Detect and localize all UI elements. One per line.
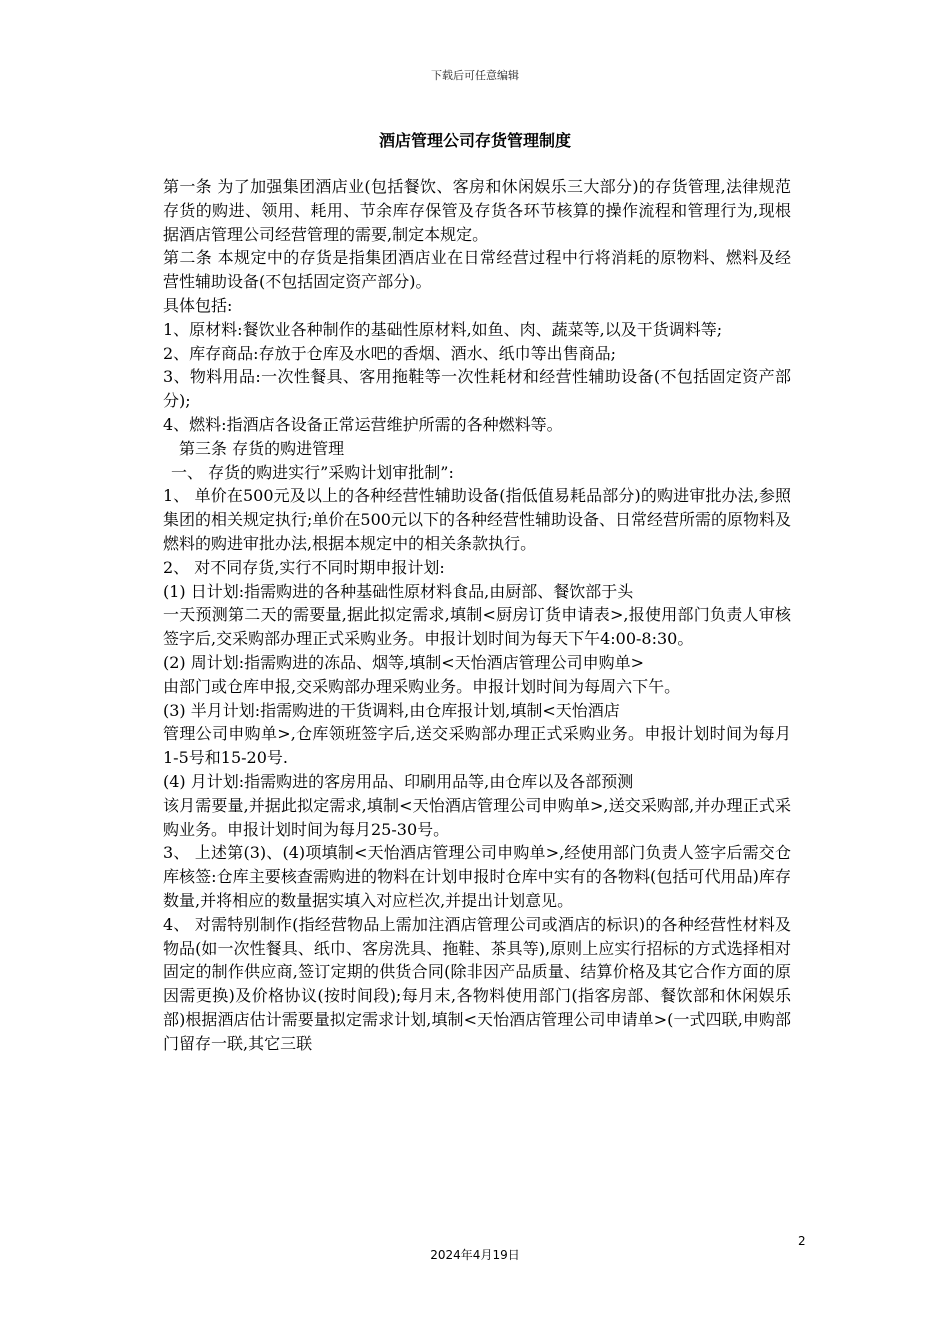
clause-4-paragraph: 4、 对需特别制作(指经营物品上需加注酒店管理公司或酒店的标识)的各种经营性材料及物品(如一次性餐具、纸巾、客房洗具、拖鞋、茶具等),原则上应实行招标的方式选择相对固定的制作供应商,签订定期的供货合同(除非因产品质量、结算价格及其它合作方面的原因需更换)及价格协议(按时间段);每月末,各物料使用部门(指客房部、餐饮部和休闲娱乐部)根据酒店估计需要量拟定需求计划,填制<天怡酒店管理公司申请单>(一式四联,申购部门留存一联,其它三联 bbox=[163, 914, 791, 1053]
section-1-heading: 一、 存货的购进实行”采购计划审批制”: bbox=[171, 462, 454, 482]
header-note: 下载后可任意编辑 bbox=[431, 69, 519, 82]
document-title: 酒店管理公司存货管理制度 bbox=[378, 131, 571, 150]
clause-3-paragraph: 3、 上述第(3)、(4)项填制<天怡酒店管理公司申购单>,经使用部门负责人签字后需交仓库核签:仓库主要核查需购进的物料在计划申报时仓库中实有的各物料(包括可代用品)库存数量,并将相应的数量据实填入对应栏次,并提出计划意见。 bbox=[163, 843, 791, 910]
article-2-paragraph: 第二条 本规定中的存货是指集团酒店业在日常经营过程中行将消耗的原物料、燃料及经营性辅助设备(不包括固定资产部分)。 bbox=[163, 248, 791, 292]
list-intro: 具体包括: bbox=[163, 295, 233, 315]
footer-date: 2024年4月19日 bbox=[430, 1248, 520, 1262]
monthly-plan-line-2: 该月需要量,并据此拟定需求,填制<天怡酒店管理公司申购单>,送交采购部,并办理正式采购业务。申报计划时间为每月25-30号。 bbox=[163, 795, 791, 839]
clause-2-paragraph: 2、 对不同存货,实行不同时期申报计划: bbox=[163, 557, 445, 577]
article-3-heading: 第三条 存货的购进管理 bbox=[179, 438, 345, 458]
clause-1-paragraph: 1、 单价在500元及以上的各种经营性辅助设备(指低值易耗品部分)的购进审批办法,参照集团的相关规定执行;单价在500元以下的各种经营性辅助设备、日常经营所需的原物料及燃料的购进审批办法,根据本规定中的相关条款执行。 bbox=[163, 486, 791, 553]
article-1-paragraph: 第一条 为了加强集团酒店业(包括餐饮、客房和休闲娱乐三大部分)的存货管理,法律规范存货的购进、领用、耗用、节余库存保管及存货各环节核算的操作流程和管理行为,现根据酒店管理公司经营管理的需要,制定本规定。 bbox=[163, 177, 791, 244]
daily-plan-line-1: (1) 日计划:指需购进的各种基础性原材料食品,由厨部、餐饮部于头 bbox=[163, 581, 634, 601]
list-item-supplies: 3、物料用品:一次性餐具、客用拖鞋等一次性耗材和经营性辅助设备(不包括固定资产部分); bbox=[163, 367, 791, 411]
daily-plan-line-2: 一天预测第二天的需要量,据此拟定需求,填制<厨房订货申请表>,报使用部门负责人审核签字后,交采购部办理正式采购业务。申报计划时间为每天下午4:00-8:30。 bbox=[163, 605, 791, 649]
monthly-plan-line-1: (4) 月计划:指需购进的客房用品、印刷用品等,由仓库以及各部预测 bbox=[163, 771, 634, 791]
page-number: 2 bbox=[798, 1234, 806, 1248]
list-item-raw-materials: 1、原材料:餐饮业各种制作的基础性原材料,如鱼、肉、蔬菜等,以及干货调料等; bbox=[163, 319, 723, 339]
list-item-inventory-goods: 2、库存商品:存放于仓库及水吧的香烟、酒水、纸巾等出售商品; bbox=[163, 343, 616, 363]
document-body bbox=[163, 175, 791, 1055]
weekly-plan-line-1: (2) 周计划:指需购进的冻品、烟等,填制<天怡酒店管理公司申购单> bbox=[163, 652, 645, 672]
list-item-fuel: 4、燃料:指酒店各设备正常运营维护所需的各种燃料等。 bbox=[163, 414, 563, 434]
half-month-plan-line-2: 管理公司申购单>,仓库领班签字后,送交采购部办理正式采购业务。申报计划时间为每月1-5号和15-20号. bbox=[163, 724, 791, 768]
weekly-plan-line-2: 由部门或仓库申报,交采购部办理采购业务。申报计划时间为每周六下午。 bbox=[163, 676, 681, 696]
half-month-plan-line-1: (3) 半月计划:指需购进的干货调料,由仓库报计划,填制<天怡酒店 bbox=[163, 700, 620, 720]
